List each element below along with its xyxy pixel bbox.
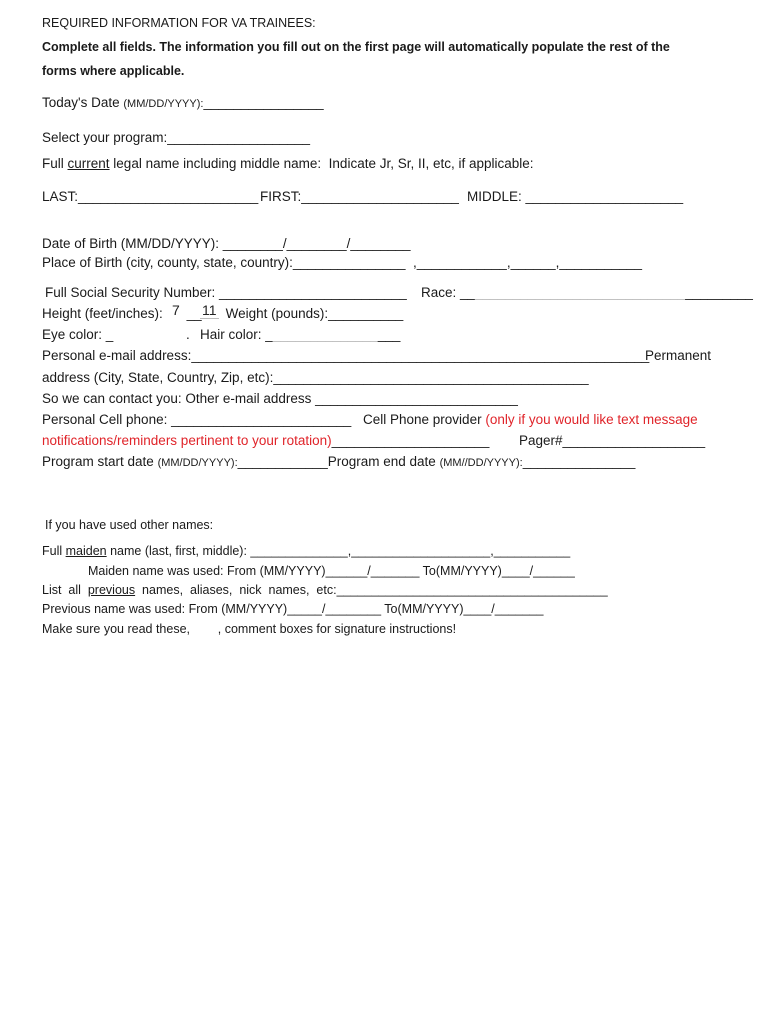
first-name-field[interactable]: FIRST:_____________________ [260,189,459,204]
cell-provider-note: (only if you would like text message [485,412,698,427]
other-email-field[interactable]: So we can contact you: Other e-mail address ___________________________ [42,391,518,406]
race-field[interactable] [421,284,753,302]
start-date-blank[interactable]: ____________ [237,454,328,469]
cell-provider-line [363,411,698,429]
personal-email-field[interactable]: Personal e-mail address:_____________________________________________________________ [42,348,650,363]
end-date-format: (MM//DD/YYYY): [439,457,523,469]
eye-color-label: Eye color: _ [42,327,114,342]
end-date-blank[interactable]: _______________ [522,454,636,469]
hair-color-field[interactable] [200,326,400,344]
other-names-heading: If you have used other names: [45,518,214,532]
instructions-line-2: forms where applicable. [42,64,185,78]
maiden-dates-field[interactable]: Maiden name was used: From (MM/YYYY)______/_______ To(MM/YYYY)____/______ [88,564,575,578]
previous-dates-field[interactable]: Previous name was used: From (MM/YYYY)_____/________ To(MM/YYYY)____/_______ [42,602,544,616]
maiden-name-field[interactable]: Full maiden name (last, first, middle): ______________,____________________,___________ [42,544,571,558]
height-label: Height (feet/inches): [42,306,163,321]
place-of-birth-field[interactable]: Place of Birth (city, county, state, country):_______________ ,____________,______,___________ [42,255,642,270]
program-dates-row [42,453,635,472]
todays-date-format: (MM/DD/YYYY): [123,98,204,110]
cell-provider-blank[interactable]: _____________________ [331,433,490,448]
hair-color-blank: ______________ [272,327,378,342]
weight-field[interactable]: Weight (pounds):__________ [225,306,404,321]
signature-note: Make sure you read these, , comment boxes for signature instructions! [42,622,457,636]
eye-color-field[interactable] [42,326,113,344]
name-intro: Full current legal name including middle name: Indicate Jr, Sr, II, etc, if applicable: [42,156,534,171]
eye-color-tick: . [186,327,190,342]
instructions-line-1: Complete all fields. The information you fill out on the first page will automatically populate the rest of the [42,40,670,54]
notifications-note: notifications/reminders pertinent to your rotation) [42,433,332,448]
form-title: REQUIRED INFORMATION FOR VA TRAINEES: [42,16,316,30]
previous-names-field[interactable]: List all previous names, aliases, nick names, etc:_______________________________________ [42,583,608,597]
last-name-field[interactable]: LAST:________________________ [42,189,259,204]
height-blank-1: __ [182,306,202,321]
hair-color-label: Hair color: _ [200,327,273,342]
hair-color-blank-end: ___ [377,327,401,342]
height-inches-input[interactable]: 11 [202,302,217,318]
date-of-birth-field[interactable]: Date of Birth (MM/DD/YYYY): ________/________/________ [42,236,411,251]
program-select-field[interactable]: Select your program:___________________ [42,130,310,145]
height-row [42,305,403,323]
pager-field[interactable]: Pager#___________________ [519,433,706,448]
race-blank: ____________________________ [475,285,686,300]
notifications-row [42,432,489,450]
todays-date-label: Today's Date [42,95,120,110]
race-label: Race: __ [421,285,476,300]
end-date-label: Program end date [327,454,436,469]
todays-date-blank: ________________ [203,95,324,110]
cell-phone-field[interactable]: Personal Cell phone: ________________________ [42,412,352,427]
cell-provider-label: Cell Phone provider [363,412,486,427]
height-feet-input[interactable]: 7 [172,302,180,318]
start-date-format: (MM/DD/YYYY): [157,457,238,469]
todays-date-field[interactable] [42,94,324,113]
permanent-label: Permanent [645,348,712,363]
ssn-field[interactable]: Full Social Security Number: _________________________ [45,285,407,300]
middle-name-field[interactable]: MIDDLE: _____________________ [467,189,684,204]
start-date-label: Program start date [42,454,154,469]
race-blank-end: _________ [685,285,753,300]
permanent-address-field[interactable]: address (City, State, Country, Zip, etc):__________________________________________ [42,370,589,385]
